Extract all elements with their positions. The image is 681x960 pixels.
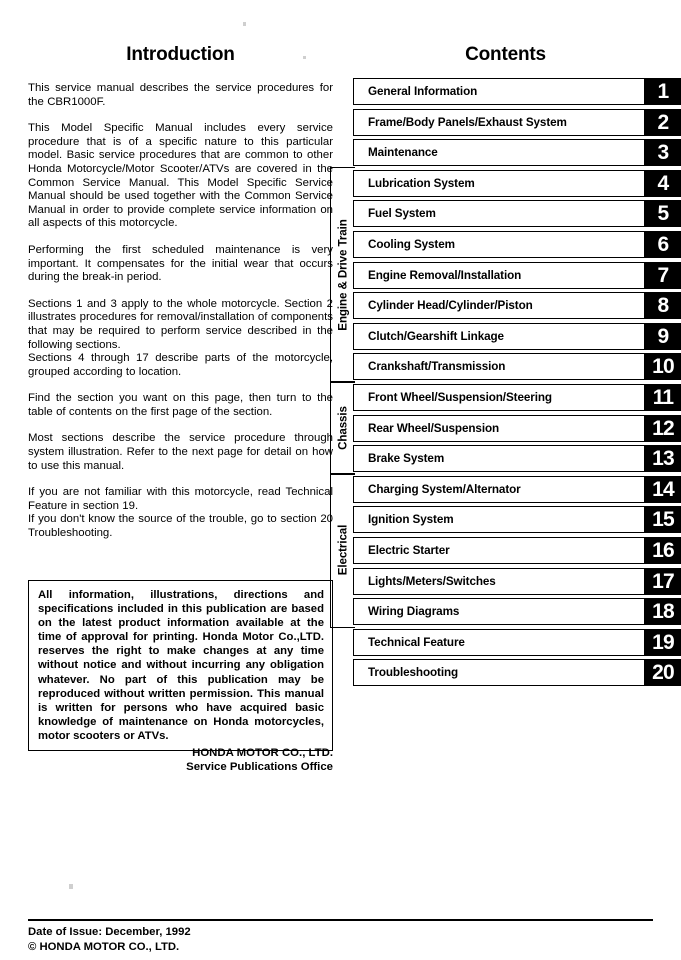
group-label: Engine & Drive Train bbox=[336, 219, 350, 331]
toc-row[interactable] bbox=[353, 292, 681, 319]
page-footer bbox=[28, 925, 191, 954]
group-bracket-electrical bbox=[330, 473, 355, 628]
toc-section-label[interactable]: Technical Feature bbox=[353, 629, 645, 656]
toc-row[interactable] bbox=[353, 109, 681, 136]
toc-section-number-tab[interactable]: 12 bbox=[645, 415, 681, 442]
intro-paragraph-2: This Model Specific Manual includes every service procedure that is of a specific nature to this particular model. Basic service procedures that are common to other Honda Motorcycle/Motor Scooter/ATVs are covered in the Common Service Manual. This Model Specific Service Manual should be used together with the Common Service Manual in order to provide complete service information on all aspects of this motorcycle. bbox=[28, 122, 333, 230]
toc-row[interactable] bbox=[353, 323, 681, 350]
toc-section-label[interactable]: Front Wheel/Suspension/Steering bbox=[353, 384, 645, 411]
intro-paragraph-3: Performing the first scheduled maintenance is very important. It compensates for the initial wear that occurs during the break-in period. bbox=[28, 243, 333, 284]
scan-speck bbox=[69, 884, 73, 889]
date-of-issue: Date of Issue: December, 1992 bbox=[28, 926, 191, 938]
toc-section-number-tab[interactable]: 9 bbox=[645, 323, 681, 350]
toc-row[interactable] bbox=[353, 568, 681, 595]
toc-row[interactable] bbox=[353, 415, 681, 442]
intro-paragraph-8: If you are not familiar with this motorcycle, read Technical Feature in section 19. bbox=[28, 486, 333, 512]
toc-section-label[interactable]: General Information bbox=[353, 78, 645, 105]
toc-section-label[interactable]: Maintenance bbox=[353, 139, 645, 166]
group-bracket-engine-drive-train bbox=[330, 167, 355, 384]
toc-section-number-tab[interactable]: 11 bbox=[645, 384, 681, 411]
introduction-heading: Introduction bbox=[126, 44, 235, 65]
toc-section-label[interactable]: Cylinder Head/Cylinder/Piston bbox=[353, 292, 645, 319]
publisher-office: Service Publications Office bbox=[186, 761, 333, 773]
toc-section-number-tab[interactable]: 6 bbox=[645, 231, 681, 258]
toc-section-number-tab[interactable]: 14 bbox=[645, 476, 681, 503]
toc-section-number-tab[interactable]: 8 bbox=[645, 292, 681, 319]
publisher-name: HONDA MOTOR CO., LTD. bbox=[192, 747, 333, 759]
toc-section-number-tab[interactable]: 1 bbox=[645, 78, 681, 105]
group-label: Electrical bbox=[336, 525, 350, 576]
toc-row[interactable] bbox=[353, 262, 681, 289]
toc-section-label[interactable]: Engine Removal/Installation bbox=[353, 262, 645, 289]
toc-row[interactable] bbox=[353, 353, 681, 380]
toc-row[interactable] bbox=[353, 445, 681, 472]
toc-section-label[interactable]: Electric Starter bbox=[353, 537, 645, 564]
publisher-signature bbox=[28, 746, 333, 774]
group-label: Chassis bbox=[336, 406, 350, 450]
copyright-line: © HONDA MOTOR CO., LTD. bbox=[28, 940, 180, 953]
toc-row[interactable] bbox=[353, 506, 681, 533]
toc-section-number-tab[interactable]: 2 bbox=[645, 109, 681, 136]
intro-paragraph-6: Find the section you want on this page, then turn to the table of contents on the first page of the section. bbox=[28, 392, 333, 418]
toc-row[interactable] bbox=[353, 384, 681, 411]
toc-section-number-tab[interactable]: 17 bbox=[645, 568, 681, 595]
toc-section-label[interactable]: Frame/Body Panels/Exhaust System bbox=[353, 109, 645, 136]
toc-section-number-tab[interactable]: 15 bbox=[645, 506, 681, 533]
toc-section-label[interactable]: Wiring Diagrams bbox=[353, 598, 645, 625]
toc-row[interactable] bbox=[353, 629, 681, 656]
toc-section-number-tab[interactable]: 5 bbox=[645, 200, 681, 227]
toc-section-number-tab[interactable]: 10 bbox=[645, 353, 681, 380]
intro-paragraph-7: Most sections describe the service procedure through system illustration. Refer to the next page for detail on how to use this manual. bbox=[28, 432, 333, 472]
footer-divider bbox=[28, 919, 653, 921]
scan-speck bbox=[243, 22, 246, 26]
toc-row[interactable] bbox=[353, 537, 681, 564]
contents-column bbox=[330, 44, 681, 734]
legal-notice-text: All information, illustrations, directions and specifications included in this publication are based on the latest product information available at the time of approval for printing. Honda Motor Co.,LTD. reserves the right to make changes at any time without notice and without incurring any obligation whatever. No part of this publication may be reproduced without written permission. This manual is written for persons who have acquired basic knowledge of maintenance on Honda motorcycles, motor scooters or ATVs. bbox=[38, 589, 324, 742]
intro-paragraph-1: This service manual describes the service procedures for the CBR1000F. bbox=[28, 82, 333, 108]
toc-section-label[interactable]: Lubrication System bbox=[353, 170, 645, 197]
contents-heading: Contents bbox=[465, 44, 546, 65]
introduction-column bbox=[28, 44, 333, 554]
toc-row[interactable] bbox=[353, 78, 681, 105]
toc-row[interactable] bbox=[353, 659, 681, 686]
toc-section-number-tab[interactable]: 3 bbox=[645, 139, 681, 166]
toc-section-label[interactable]: Clutch/Gearshift Linkage bbox=[353, 323, 645, 350]
toc-row[interactable] bbox=[353, 476, 681, 503]
group-bracket-chassis bbox=[330, 381, 355, 475]
toc-section-number-tab[interactable]: 18 bbox=[645, 598, 681, 625]
toc-section-label[interactable]: Brake System bbox=[353, 445, 645, 472]
toc-section-number-tab[interactable]: 16 bbox=[645, 537, 681, 564]
toc-row[interactable] bbox=[353, 200, 681, 227]
intro-paragraph-5: Sections 4 through 17 describe parts of the motorcycle, grouped according to location. bbox=[28, 352, 333, 378]
toc-section-label[interactable]: Cooling System bbox=[353, 231, 645, 258]
toc-section-label[interactable]: Lights/Meters/Switches bbox=[353, 568, 645, 595]
toc-row[interactable] bbox=[353, 231, 681, 258]
toc-row[interactable] bbox=[353, 139, 681, 166]
toc-section-label[interactable]: Crankshaft/Transmission bbox=[353, 353, 645, 380]
toc-section-label[interactable]: Charging System/Alternator bbox=[353, 476, 645, 503]
toc-section-number-tab[interactable]: 19 bbox=[645, 629, 681, 656]
toc-section-label[interactable]: Ignition System bbox=[353, 506, 645, 533]
toc-section-number-tab[interactable]: 13 bbox=[645, 445, 681, 472]
toc-section-number-tab[interactable]: 7 bbox=[645, 262, 681, 289]
toc-section-number-tab[interactable]: 4 bbox=[645, 170, 681, 197]
toc-section-label[interactable]: Troubleshooting bbox=[353, 659, 645, 686]
intro-paragraph-9: If you don't know the source of the trouble, go to section 20 Troubleshooting. bbox=[28, 513, 333, 540]
legal-notice-box bbox=[28, 580, 333, 751]
toc-row[interactable] bbox=[353, 170, 681, 197]
toc-section-label[interactable]: Rear Wheel/Suspension bbox=[353, 415, 645, 442]
toc-section-label[interactable]: Fuel System bbox=[353, 200, 645, 227]
toc-section-number-tab[interactable]: 20 bbox=[645, 659, 681, 686]
intro-paragraph-4: Sections 1 and 3 apply to the whole motorcycle. Section 2 illustrates procedures for removal/installation of components that may be required to perform service described in the following sections. bbox=[28, 297, 333, 351]
toc-row[interactable] bbox=[353, 598, 681, 625]
